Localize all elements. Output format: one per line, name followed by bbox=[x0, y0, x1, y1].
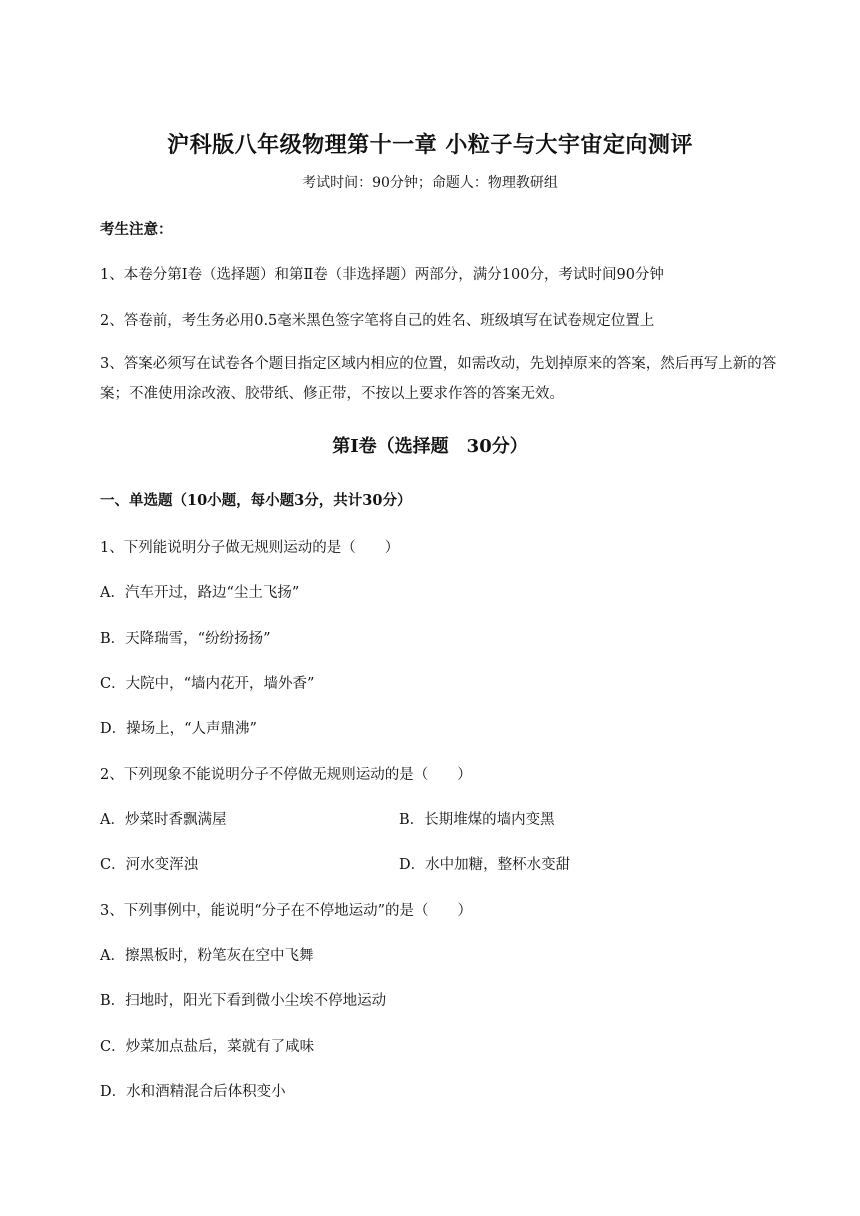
question-3-option-c: C．炒菜加点盐后，菜就有了咸味 bbox=[100, 1039, 315, 1055]
question-1-option-d: D．操场上，“人声鼎沸” bbox=[100, 721, 257, 737]
section-title: 第Ⅰ卷（选择题 30分） bbox=[332, 436, 528, 457]
question-1-option-c: C．大院中，“墙内花开，墙外香” bbox=[100, 676, 315, 692]
page-subtitle: 考试时间：90分钟；命题人：物理教研组 bbox=[302, 175, 558, 191]
question-2-option-a: A．炒菜时香飘满屋 bbox=[100, 812, 227, 828]
question-1-stem: 1、下列能说明分子做无规则运动的是（ ） bbox=[100, 540, 400, 556]
question-2-option-b: B．长期堆煤的墙内变黑 bbox=[399, 812, 555, 828]
notice-item-1: 1、本卷分第Ⅰ卷（选择题）和第Ⅱ卷（非选择题）两部分，满分100分，考试时间90分钟 bbox=[100, 267, 664, 283]
question-1-option-b: B．天降瑞雪，“纷纷扬扬” bbox=[100, 631, 271, 647]
notice-item-2: 2、答卷前，考生务必用0.5毫米黑色签字笔将自己的姓名、班级填写在试卷规定位置上 bbox=[100, 313, 655, 329]
question-1-option-a: A．汽车开过，路边“尘土飞扬” bbox=[100, 585, 300, 601]
question-3-option-d: D．水和酒精混合后体积变小 bbox=[100, 1084, 286, 1100]
notice-heading: 考生注意： bbox=[100, 221, 173, 238]
question-3-option-a: A．擦黑板时，粉笔灰在空中飞舞 bbox=[100, 948, 314, 964]
page-title: 沪科版八年级物理第十一章 小粒子与大宇宙定向测评 bbox=[167, 132, 693, 158]
question-3-option-b: B．扫地时，阳光下看到微小尘埃不停地运动 bbox=[100, 993, 387, 1009]
notice-item-3: 3、答案必须写在试卷各个题目指定区域内相应的位置，如需改动，先划掉原来的答案，然后再写上新的答案；不准使用涂改液、胶带纸、修正带，不按以上要求作答的答案无效。 bbox=[100, 356, 777, 402]
question-2-option-c: C．河水变浑浊 bbox=[100, 857, 199, 873]
question-2-option-d: D．水中加糖，整杯水变甜 bbox=[399, 857, 571, 873]
question-2-stem: 2、下列现象不能说明分子不停做无规则运动的是（ ） bbox=[100, 767, 472, 783]
question-3-stem: 3、下列事例中，能说明“分子在不停地运动”的是（ ） bbox=[100, 903, 473, 919]
part-heading: 一、单选题（10小题，每小题3分，共计30分） bbox=[100, 492, 412, 509]
